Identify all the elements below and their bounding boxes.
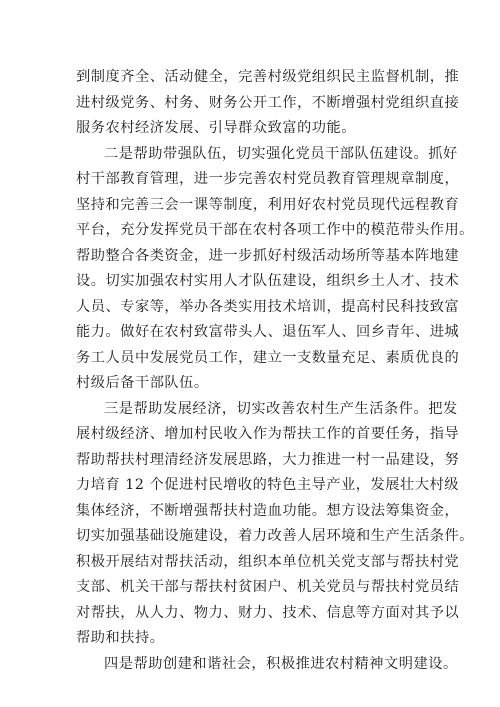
text-line: 帮助和扶持。 [76, 630, 165, 646]
text-line: 能力。做好在农村致富带头人、退伍军人、回乡青年、进城 [76, 324, 460, 340]
paragraph-start-line: 三是帮助发展经济，切实改善农村生产生活条件。把发 [104, 401, 458, 417]
text-line: 进村级党务、村务、财务公开工作，不断增强村党组织直接 [76, 95, 460, 111]
text-line: 服务农村经济发展、引导群众致富的功能。 [76, 120, 357, 136]
text-line: 务工人员中发展党员工作，建立一支数量充足、素质优良的 [76, 350, 460, 366]
text-line: 积极开展结对帮扶活动，组织本单位机关党支部与帮扶村党 [76, 554, 460, 570]
text-line: 平台，充分发挥党员干部在农村各项工作中的模范带头作用。 [76, 222, 474, 238]
text-line: 村干部教育管理，进一步完善农村党员教育管理规章制度， [76, 171, 460, 187]
paragraph-start-line: 四是帮助创建和谐社会，积极推进农村精神文明建设。 [104, 656, 458, 672]
text-line: 切实加强基础设施建设，着力改善人居环境和生产生活条件。 [76, 528, 474, 544]
text-line: 支部、机关干部与帮扶村贫困户、机关党员与帮扶村党员结 [76, 579, 460, 595]
text-line: 帮助帮扶村理清经济发展思路，大力推进一村一品建设，努 [76, 452, 460, 468]
text-line: 设。切实加强农村实用人才队伍建设，组织乡土人才、技术 [76, 273, 460, 289]
text-line: 到制度齐全、活动健全，完善村级党组织民主监督机制，推 [76, 69, 460, 85]
text-line: 村级后备干部队伍。 [76, 375, 209, 391]
text-line: 帮助整合各类资金，进一步抓好村级活动场所等基本阵地建 [76, 248, 460, 264]
text-line: 展村级经济、增加村民收入作为帮扶工作的首要任务，指导 [76, 426, 460, 442]
text-line: 对帮扶，从人力、物力、财力、技术、信息等方面对其予以 [76, 605, 460, 621]
text-line: 人员、专家等，举办各类实用技术培训，提高村民科技致富 [76, 299, 460, 315]
text-line: 坚持和完善三会一课等制度，利用好农村党员现代远程教育 [76, 197, 460, 213]
text-line: 力培育 12 个促进村民增收的特色主导产业，发展壮大村级 [76, 477, 459, 493]
paragraph-start-line: 二是帮助带强队伍，切实强化党员干部队伍建设。抓好 [104, 146, 458, 162]
text-line: 集体经济，不断增强帮扶村造血功能。想方设法筹集资金， [76, 503, 460, 519]
